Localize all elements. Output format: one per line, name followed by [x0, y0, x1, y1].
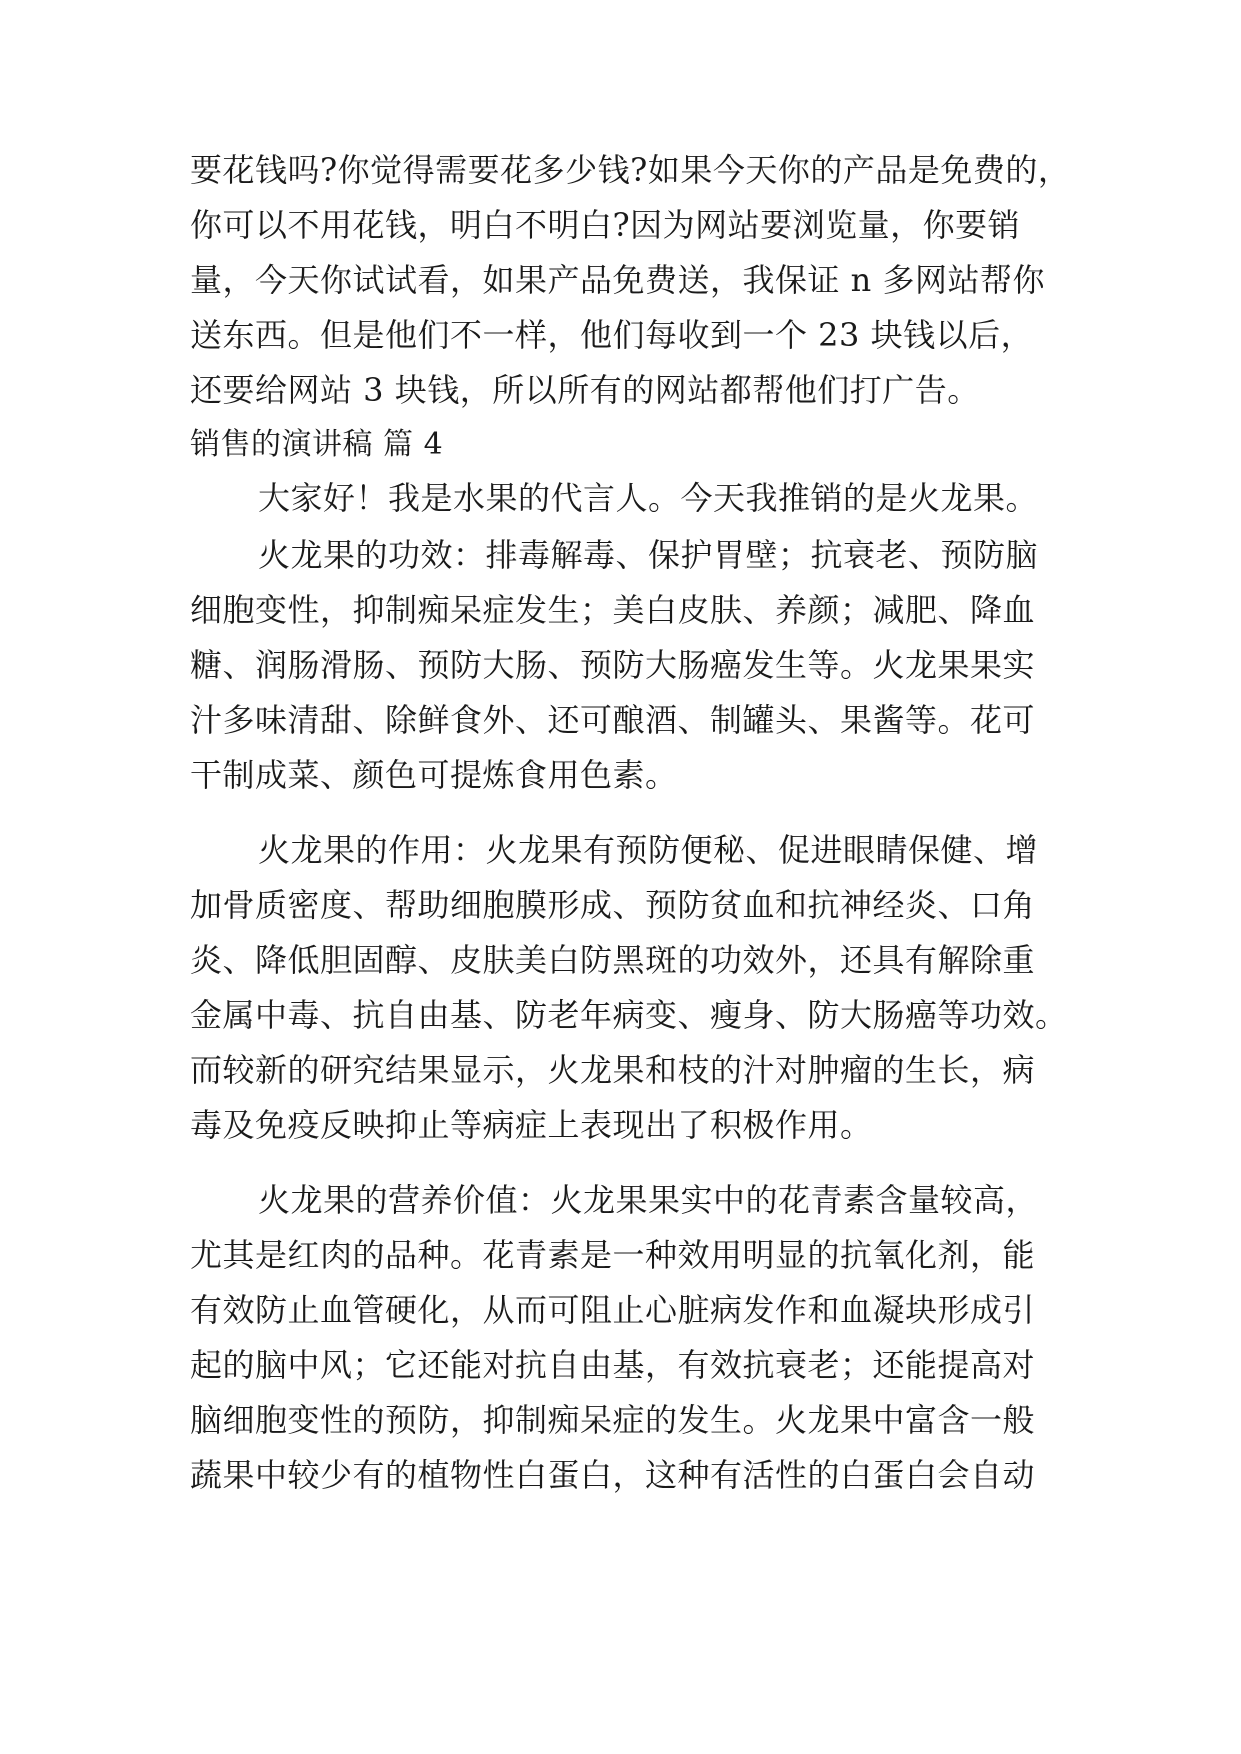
- paragraph-1-line: 干制成菜、颜色可提炼食用色素。: [190, 756, 678, 794]
- body-text-line: 还要给网站 3 块钱，所以所有的网站都帮他们打广告。: [190, 371, 980, 409]
- paragraph-2-line: 火龙果的作用：火龙果有预防便秘、促进眼睛保健、增: [258, 831, 1039, 869]
- paragraph-3-line: 脑细胞变性的预防，抑制痴呆症的发生。火龙果中富含一般: [190, 1401, 1036, 1439]
- paragraph-3-line: 起的脑中风；它还能对抗自由基，有效抗衰老；还能提高对: [190, 1346, 1036, 1384]
- paragraph-2-line: 加骨质密度、帮助细胞膜形成、预防贫血和抗神经炎、口角: [190, 886, 1036, 924]
- body-text-line: 要花钱吗?你觉得需要花多少钱?如果今天你的产品是免费的，: [190, 151, 1071, 189]
- paragraph-3-line: 尤其是红肉的品种。花青素是一种效用明显的抗氧化剂，能: [190, 1236, 1036, 1274]
- paragraph-1-line: 糖、润肠滑肠、预防大肠、预防大肠癌发生等。火龙果果实: [190, 646, 1036, 684]
- body-text-line: 送东西。但是他们不一样，他们每收到一个 23 块钱以后，: [190, 316, 1034, 354]
- paragraph-3-line: 火龙果的营养价值：火龙果果实中的花青素含量较高，: [258, 1181, 1039, 1219]
- body-text-line: 你可以不用花钱，明白不明白?因为网站要浏览量，你要销: [190, 206, 1021, 244]
- intro-line: 大家好！我是水果的代言人。今天我推销的是火龙果。: [258, 479, 1039, 517]
- paragraph-1-line: 汁多味清甜、除鲜食外、还可酿酒、制罐头、果酱等。花可: [190, 701, 1036, 739]
- paragraph-1-line: 细胞变性，抑制痴呆症发生；美白皮肤、养颜；减肥、降血: [190, 591, 1036, 629]
- paragraph-3-line: 蔬果中较少有的植物性白蛋白，这种有活性的白蛋白会自动: [190, 1456, 1036, 1494]
- paragraph-3-line: 有效防止血管硬化，从而可阻止心脏病发作和血凝块形成引: [190, 1291, 1036, 1329]
- section-heading: 销售的演讲稿 篇 4: [190, 427, 444, 462]
- paragraph-1-line: 火龙果的功效：排毒解毒、保护胃壁；抗衰老、预防脑: [258, 536, 1039, 574]
- paragraph-2-line: 毒及免疫反映抑止等病症上表现出了积极作用。: [190, 1106, 873, 1144]
- paragraph-2-line: 炎、降低胆固醇、皮肤美白防黑斑的功效外，还具有解除重: [190, 941, 1036, 979]
- body-text-line: 量，今天你试试看，如果产品免费送，我保证 n 多网站帮你: [190, 261, 1045, 299]
- paragraph-2-line: 而较新的研究结果显示，火龙果和枝的汁对肿瘤的生长，病: [190, 1051, 1036, 1089]
- paragraph-2-line: 金属中毒、抗自由基、防老年病变、瘦身、防大肠癌等功效。: [190, 996, 1068, 1034]
